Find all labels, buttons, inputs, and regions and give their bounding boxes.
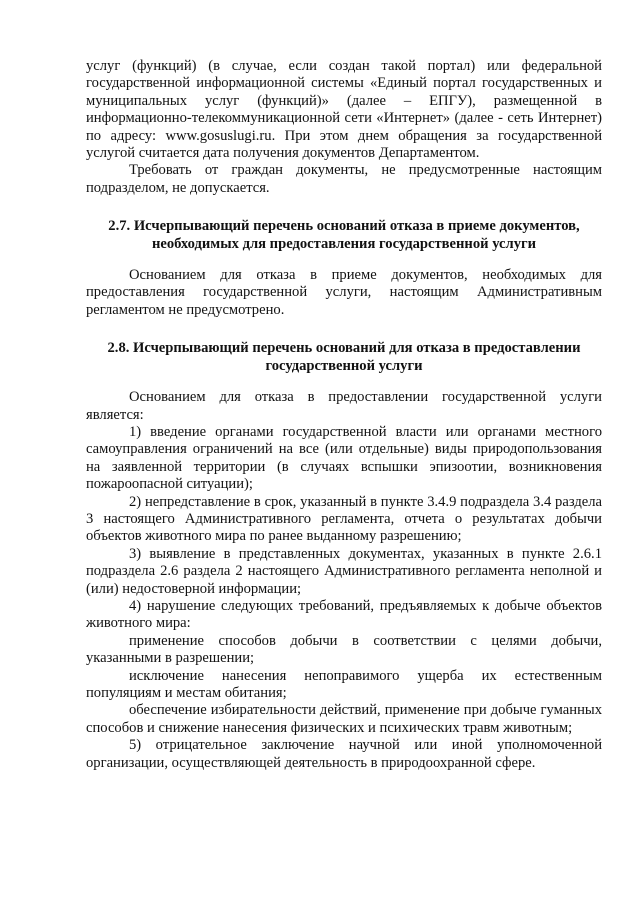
- list-item: 5) отрицательное заключение научной или иной уполномоченной организации, осуществляющей деятельность в природоохранной сфере.: [86, 737, 602, 771]
- document-page: [86, 58, 602, 772]
- paragraph-2-8-intro: Основанием для отказа в предоставлении государственной услуги является:: [86, 389, 602, 423]
- list-item: 2) непредставление в срок, указанный в пункте 3.4.9 подраздела 3.4 раздела 3 настоящего Административного регламента, отчета о результатах добычи объектов животного мира по ранее выданному разрешению;: [86, 493, 602, 545]
- paragraph-epgu: услуг (функций) (в случае, если создан такой портал) или федеральной государственной информационной системы «Единый портал государственных и муниципальных услуг (функций)» (далее – ЕПГУ), размещенной в информационно-телекоммуникационной сети «Интернет» (далее - сеть Интернет) по адресу: www.gosuslugi.ru. При этом днем обращения за государственной услугой считается дата получения документов Департаментом.: [86, 58, 602, 162]
- list-item: применение способов добычи в соответствии с целями добычи, указанными в разрешении;: [86, 632, 602, 667]
- heading-2-8-line2: государственной услуги: [265, 357, 423, 374]
- list-item: 3) выявление в представленных документах, указанных в пункте 2.6.1 подраздела 2.6 раздела 2 настоящего Административного регламента неполной и (или) недостоверной информации;: [86, 545, 602, 597]
- list-item: 4) нарушение следующих требований, предъявляемых к добыче объектов животного мира:: [86, 597, 602, 632]
- list-item: исключение нанесения непоправимого ущерба их естественным популяциям и местам обитания;: [86, 667, 602, 701]
- heading-2-8-line1: 2.8. Исчерпывающий перечень оснований для отказа в предоставлении: [107, 340, 581, 357]
- paragraph-2-7: Основанием для отказа в приеме документов, необходимых для предоставления государственной услуги, настоящим Административным регламентом не предусмотрено.: [86, 267, 602, 318]
- section-2-7: [86, 218, 602, 319]
- list-item: обеспечение избирательности действий, применение при добыче гуманных способов и снижение нанесения физических и психических травм животным;: [86, 702, 602, 736]
- heading-2-7-line1: 2.7. Исчерпывающий перечень оснований отказа в приеме документов,: [108, 218, 580, 235]
- list-item: 1) введение органами государственной власти или органами местного самоуправления ограничений на все (или отдельные) виды природопользования на заявленной территории (в случаях вспышки эпизоотии, возникновения пожароопасной ситуации);: [86, 423, 602, 493]
- section-2-8: [86, 340, 602, 772]
- paragraph-no-extra-docs: Требовать от граждан документы, не предусмотренные настоящим подразделом, не допускается.: [86, 162, 602, 196]
- heading-2-7-line2: необходимых для предоставления государственной услуги: [151, 235, 537, 252]
